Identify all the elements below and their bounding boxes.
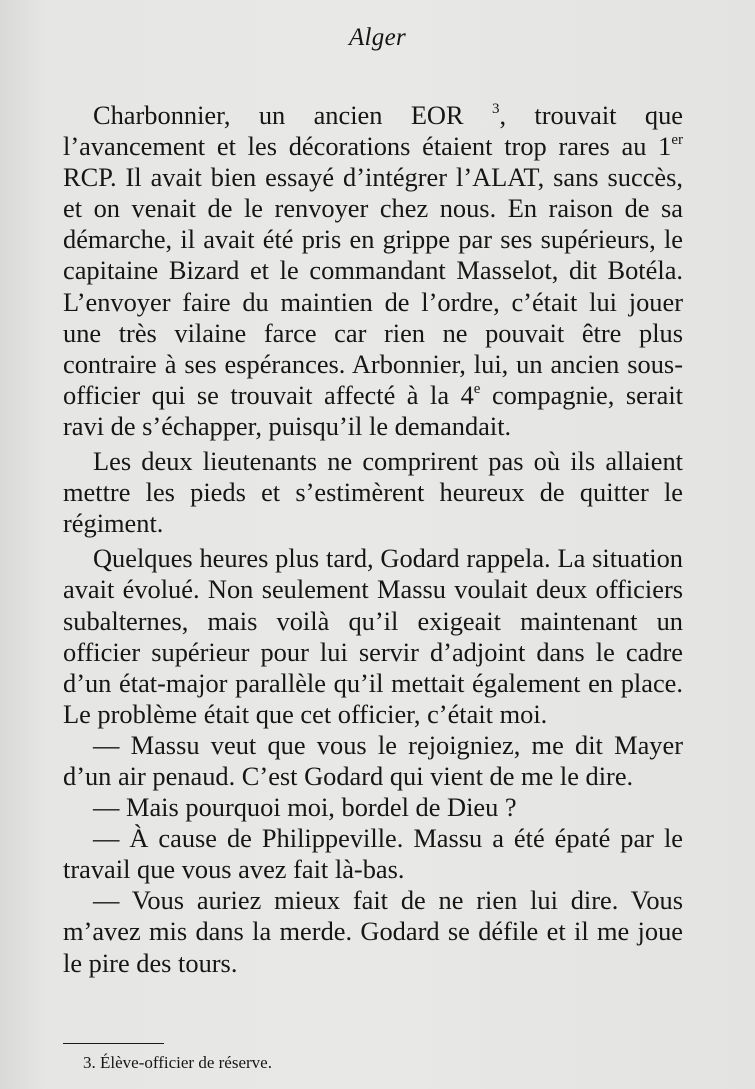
dialogue-line-3: — À cause de Philippeville. Massu a été épaté par le travail que vous avez fait là-bas. xyxy=(63,823,683,885)
dialogue-line-1: — Massu veut que vous le rejoigniez, me dit Mayer d’un air penaud. C’est Godard qui vient de me le dire. xyxy=(63,729,683,791)
footnote-divider xyxy=(63,1043,164,1044)
dialogue-line-2: — Mais pourquoi moi, bordel de Dieu ? xyxy=(93,792,517,823)
paragraph-2: Les deux lieutenants ne comprirent pas où ils allaient mettre les pieds et s’estimèrent heureux de quitter le régiment. xyxy=(63,446,683,539)
footnote-marker: 3 xyxy=(491,101,500,117)
running-head: Alger xyxy=(348,24,407,51)
dialogue-line-4: — Vous auriez mieux fait de ne rien lui dire. Vous m’avez mis dans la merde. Godard se défile et il me joue le pire des tours. xyxy=(63,885,683,978)
paragraph-1: Charbonnier, un ancien EOR $^3$, trouvait que l’avancement et les décorations étaient trop rares au 1er RCP. Il avait bien essayé d’intégrer l’ALAT, sans succès, et on venait de le renvoyer chez nous. En raison de sa démarche, il avait été pris en grippe par ses supérieurs, le capitaine Bizard et le commandant Masselot, dit Botéla. L’envoyer faire du maintien de l’ordre, c’était lui jouer une très vilaine farce car rien ne pouvait être plus contraire à ses espérances. Arbonnier, lui, un ancien sous-officier qui se trouvait affecté à la 4e compagnie, serait ravi de s’échapper, puisqu’il le demandait. xyxy=(63,100,683,441)
body-text xyxy=(63,100,683,979)
paragraph-3: Quelques heures plus tard, Godard rappela. La situation avait évolué. Non seulement Massu voulait deux officiers subalternes, mais voilà qu’il exigeait maintenant un officier supérieur pour lui servir d’adjoint dans le cadre d’un état-major parallèle qu’il mettait également en place. Le problème était que cet officier, c’était moi. xyxy=(63,543,683,729)
footnote: 3. Élève-officier de réserve. xyxy=(83,1053,272,1072)
